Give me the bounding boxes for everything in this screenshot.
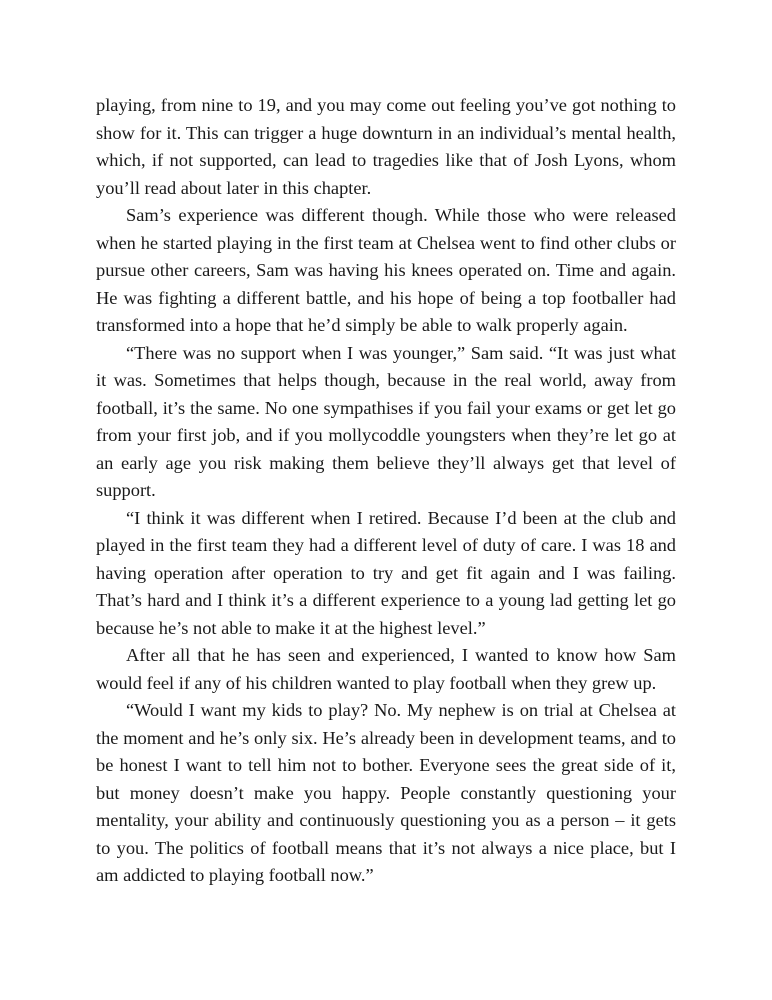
book-page-body (96, 92, 676, 890)
paragraph-3: “There was no support when I was younger,” Sam said. “It was just what it was. Sometimes that helps though, because in the real world, away from football, it’s the same. No one sympathises if you fail your exams or get let go from your first job, and if you mollycoddle youngsters when they’re let go at an early age you risk making them believe they’ll always get that level of support. (96, 342, 676, 500)
paragraph-2: Sam’s experience was different though. While those who were released when he started playing in the first team at Chelsea went to find other clubs or pursue other careers, Sam was having his knees operated on. Time and again. He was fighting a different battle, and his hope of being a top footballer had transformed into a hope that he’d simply be able to walk properly again. (96, 205, 676, 335)
paragraph-4: “I think it was different when I retired. Because I’d been at the club and played in the first team they had a different level of duty of care. I was 18 and having operation after operation to try and get fit again and I was failing. That’s hard and I think it’s a different experience to a young lad getting let go because he’s not able to make it at the highest level.” (96, 507, 676, 638)
paragraph-1: playing, from nine to 19, and you may come out feeling you’ve got nothing to show for it. This can trigger a huge downturn in an individual’s mental health, which, if not supported, can lead to tragedies like that of Josh Lyons, whom you’ll read about later in this chapter. (96, 95, 676, 198)
paragraph-6: “Would I want my kids to play? No. My nephew is on trial at Chelsea at the moment and he’s only six. He’s already been in development teams, and to be honest I want to tell him not to bother. Everyone sees the great side of it, but money doesn’t make you happy. People constantly questioning your mentality, your ability and continuously questioning you as a person – it gets to you. The politics of football means that it’s not always a nice place, but I am addicted to playing football now.” (96, 700, 676, 885)
paragraph-5: After all that he has seen and experienced, I wanted to know how Sam would feel if any of his children wanted to play football when they grew up. (96, 645, 676, 693)
